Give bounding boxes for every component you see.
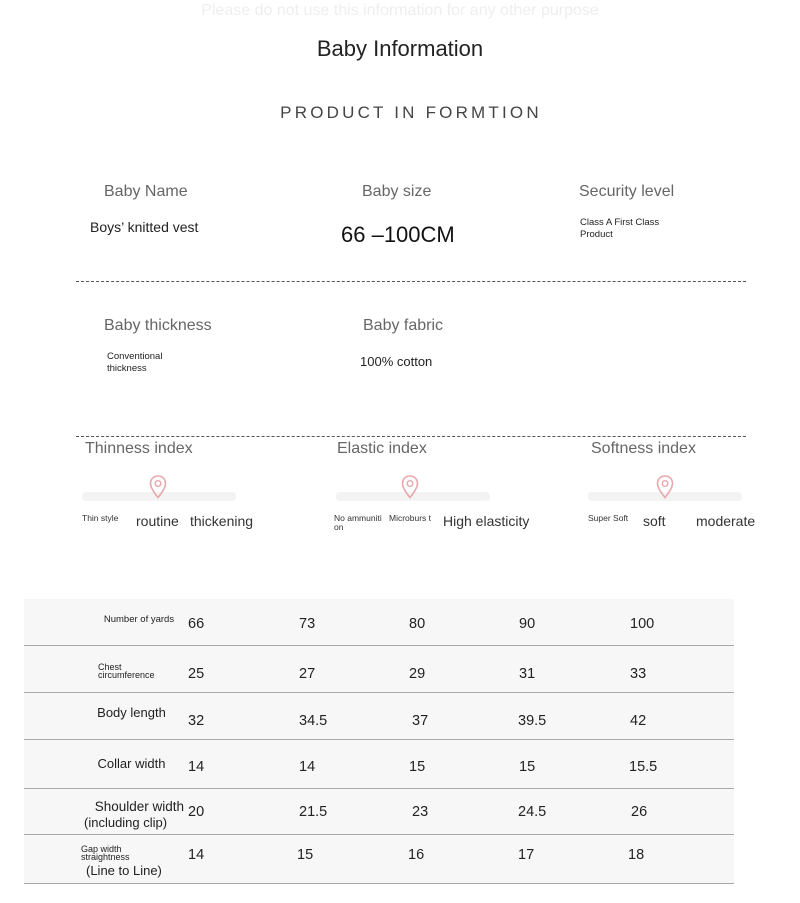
row-sublabel: (including clip) <box>84 815 168 830</box>
table-row <box>24 646 734 693</box>
divider <box>76 436 746 437</box>
elastic-option-high-elasticity: High elasticity <box>443 513 530 529</box>
baby-name-value: Boys’ knitted vest <box>90 219 199 235</box>
thinness-option-thickening: thickening <box>190 513 254 529</box>
baby-thickness-label: Baby thickness <box>104 317 212 334</box>
table-row <box>24 789 734 835</box>
table-cell: 14 <box>188 847 205 863</box>
table-cell: 90 <box>519 616 536 632</box>
table-cell: 25 <box>188 666 205 682</box>
divider <box>76 281 746 282</box>
table-cell: 80 <box>409 616 426 632</box>
row-label: Number of yards <box>103 614 175 625</box>
row-label: Shoulder width <box>94 799 184 814</box>
security-level-label: Security level <box>579 183 675 200</box>
table-row <box>24 693 734 740</box>
elastic-option-no-ammunition: No ammuniti on <box>334 513 382 532</box>
page-subtitle: PRODUCT IN FORMTION <box>280 103 542 122</box>
table-cell: 21.5 <box>299 804 328 820</box>
row-label: Collar width <box>97 756 166 771</box>
elastic-location-pin-icon <box>401 475 419 499</box>
table-cell: 31 <box>519 666 536 682</box>
softness-option-moderate: moderate <box>696 513 756 529</box>
row-label: Chest circumference <box>98 662 155 680</box>
baby-fabric-value: 100% cotton <box>360 354 433 369</box>
table-cell: 33 <box>630 666 647 682</box>
thinness-location-pin-icon <box>149 475 167 499</box>
table-cell: 15.5 <box>629 759 658 775</box>
baby-size-value: 66 –100CM <box>341 222 455 247</box>
baby-size-label: Baby size <box>362 183 432 200</box>
table-cell: 42 <box>630 713 647 729</box>
table-cell: 26 <box>631 804 648 820</box>
table-cell: 66 <box>188 616 205 632</box>
top-ghost-text: Please do not use this information for any other purpose <box>201 2 599 19</box>
thinness-option-thin-style: Thin style <box>82 513 119 523</box>
thinness-option-routine: routine <box>136 513 179 529</box>
baby-fabric-label: Baby fabric <box>363 317 444 334</box>
softness-location-pin-icon <box>656 475 674 499</box>
table-cell: 37 <box>412 713 429 729</box>
table-cell: 20 <box>188 804 205 820</box>
security-level-value: Class A First Class Product <box>580 217 660 240</box>
table-cell: 100 <box>630 616 655 632</box>
table-cell: 27 <box>299 666 316 682</box>
table-cell: 23 <box>412 804 429 820</box>
elastic-index-label: Elastic index <box>337 440 427 457</box>
table-cell: 15 <box>519 759 536 775</box>
table-cell: 73 <box>299 616 316 632</box>
softness-option-soft: soft <box>643 513 666 529</box>
row-sublabel: (Line to Line) <box>86 863 162 878</box>
table-cell: 14 <box>188 759 205 775</box>
table-cell: 15 <box>297 847 314 863</box>
table-cell: 34.5 <box>299 713 328 729</box>
thinness-index-label: Thinness index <box>85 440 193 457</box>
table-cell: 39.5 <box>518 713 547 729</box>
table-cell: 29 <box>409 666 426 682</box>
table-cell: 14 <box>299 759 316 775</box>
table-cell: 17 <box>518 847 535 863</box>
row-label: Gap width straightness <box>81 844 130 862</box>
baby-thickness-value: Conventional thickness <box>107 351 163 374</box>
row-label: Body length <box>97 705 166 720</box>
table-row <box>24 740 734 789</box>
table-cell: 32 <box>188 713 205 729</box>
table-cell: 24.5 <box>518 804 547 820</box>
softness-option-super-soft: Super Soft <box>588 513 629 523</box>
table-cell: 16 <box>408 847 425 863</box>
size-table <box>24 599 734 884</box>
elastic-option-microburst: Microburs t <box>389 513 432 523</box>
table-row <box>24 835 734 884</box>
baby-name-label: Baby Name <box>104 183 188 200</box>
page-title: Baby Information <box>316 36 484 61</box>
table-cell: 18 <box>628 847 645 863</box>
softness-index-label: Softness index <box>591 440 696 457</box>
table-row <box>24 599 734 646</box>
table-cell: 15 <box>409 759 426 775</box>
